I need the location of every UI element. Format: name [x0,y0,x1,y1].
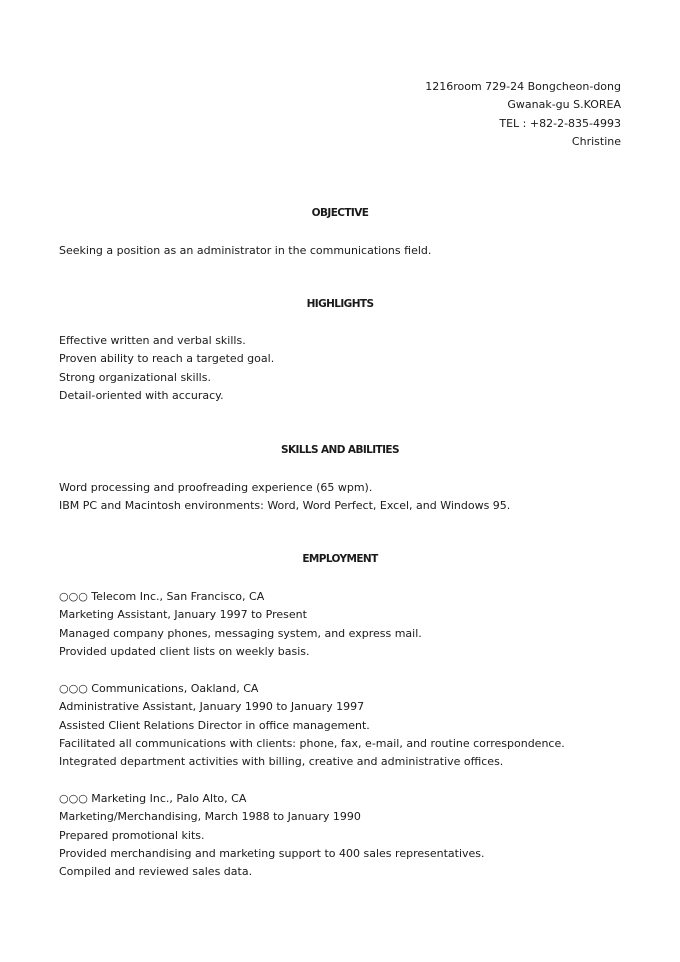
phone-line: TEL : +82-2-835-4993 [499,116,621,130]
employment-heading: EMPLOYMENT [302,553,378,565]
job-duty: Facilitated all communications with clients: phone, fax, e-mail, and routine correspondence. [59,736,565,750]
address-line: 1216room 729-24 Bongcheon-dong [425,80,621,93]
job-company: ○○○ Telecom Inc., San Francisco, CA [59,590,265,603]
job-duty: Prepared promotional kits. [59,828,205,842]
name-line: Christine [571,134,621,148]
job-duty: Provided updated client lists on weekly basis. [59,644,310,658]
highlights-list [59,332,274,405]
job-title: Marketing/Merchandising, March 1988 to January 1990 [59,810,361,824]
job-title: Marketing Assistant, January 1997 to Present [59,608,307,622]
job-title: Administrative Assistant, January 1990 to January 1997 [59,700,365,714]
job-duty: Assisted Client Relations Director in office management. [59,718,370,732]
job-duty: Compiled and reviewed sales data. [59,865,253,879]
job-entry [59,680,565,771]
list-item: Effective written and verbal skills. [59,334,246,347]
objective-text: Seeking a position as an administrator in the communications field. [59,244,432,257]
address-line: Gwanak-gu S.KOREA [507,98,621,112]
list-item: Strong organizational skills. [59,370,211,384]
contact-address [425,78,621,151]
job-duty: Managed company phones, messaging system, and express mail. [59,626,422,640]
job-company: ○○○ Marketing Inc., Palo Alto, CA [59,792,247,805]
list-item: Proven ability to reach a targeted goal. [59,352,275,366]
job-company: ○○○ Communications, Oakland, CA [59,682,259,695]
skills-heading: SKILLS AND ABILITIES [281,444,399,456]
list-item: IBM PC and Macintosh environments: Word, Word Perfect, Excel, and Windows 95. [59,499,511,513]
job-entry [59,588,422,661]
objective-heading: OBJECTIVE [311,207,369,219]
skills-list [59,479,510,516]
job-duty: Provided merchandising and marketing support to 400 sales representatives. [59,846,485,860]
objective-section [59,242,431,260]
highlights-heading: HIGHLIGHTS [306,298,374,310]
job-entry [59,790,485,881]
list-item: Word processing and proofreading experience (65 wpm). [59,481,373,494]
job-duty: Integrated department activities with billing, creative and administrative offices. [59,755,504,769]
list-item: Detail-oriented with accuracy. [59,388,224,402]
